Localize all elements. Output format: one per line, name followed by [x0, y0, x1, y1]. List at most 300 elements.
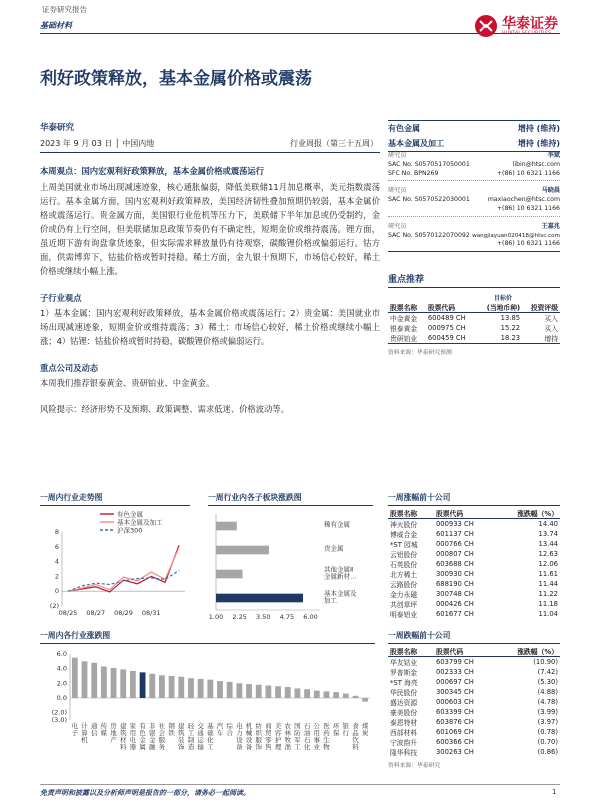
table-row	[388, 599, 560, 609]
rating-row	[388, 120, 560, 134]
category-label: 通	[197, 729, 204, 737]
bar	[216, 522, 237, 531]
category-label: 护	[274, 736, 282, 744]
category-label: 工	[187, 729, 195, 737]
category-label: 炭	[361, 729, 369, 737]
category-label: 铁	[168, 729, 175, 737]
gainers-title: 一周涨幅前十公司	[388, 492, 560, 506]
category-label: 制	[187, 736, 195, 744]
y-tick-label: 6.0	[56, 650, 67, 658]
table-row	[388, 717, 560, 727]
report-kind: 行业周报（第三十五周）	[290, 139, 378, 148]
table-row	[388, 569, 560, 579]
col-header: 股票名称	[390, 304, 418, 312]
gainers-table	[388, 508, 560, 619]
category-label: 建	[178, 722, 185, 730]
logo-mark-icon	[472, 14, 500, 38]
category-label: 轻	[187, 722, 195, 730]
stock-name: 共创草坪	[390, 601, 418, 609]
bar	[101, 666, 107, 698]
category-label: 础	[207, 729, 214, 737]
stock-name: *ST 园城	[390, 541, 418, 549]
bar	[120, 669, 126, 698]
category-label: 运	[197, 736, 204, 744]
category-label: 贵金属	[324, 544, 344, 553]
target-price: 15.22	[500, 324, 521, 332]
bar	[91, 663, 97, 698]
x-tick-label: 08/25	[58, 609, 78, 617]
category-label: 加工	[324, 596, 337, 605]
change-value: 11.61	[538, 570, 558, 578]
change-value: 13.44	[538, 540, 558, 548]
rating: 增持	[544, 335, 558, 343]
stock-name: 华民股份	[390, 689, 418, 697]
table-row	[388, 697, 560, 707]
analyst-email: maxiaochen@htsc.com	[487, 196, 560, 204]
y-tick-label: 4	[54, 557, 59, 566]
y-tick-label: 8	[54, 528, 59, 536]
category-label: 用	[313, 729, 321, 737]
category-label: 媒	[100, 729, 108, 737]
sub-industry-heading: 子行业观点	[40, 293, 82, 303]
stock-code: 603688 CH	[435, 560, 474, 568]
y-tick-label: 4.0	[56, 664, 67, 673]
report-type-label: 证券研究报告	[42, 5, 87, 14]
bar	[236, 683, 242, 698]
analyst-sac: SAC No. S0570517050001	[388, 160, 470, 168]
category-label: 金属新材…	[324, 572, 357, 581]
summary-body: 上周美国就业市场出现减速迹象，核心通胀偏弱，降低美联储11月加息概率，美元指数震荡运行。基本金属方面，国内宏观利好政策释放，美国经济韧性叠加预期仍较弱，基本金属价格或震荡运行。贵金属方面，美国银行业危机等压力下，美联储下半年加息或仍受制约，金价或仍有上行空间，但美联储加息政策节奏仍有不确定性，短期金价或维持震荡。锂方面，虽近期下游有询盘拿货迹象，但实际需求释放量仍有待观察，碳酸锂价格或偏弱运行。钴方面，供需博弈下，钴盐价格或暂时持稳。稀土方面，金九银十预期下，市场信心较好，稀土价格或继续小幅上涨。	[40, 182, 380, 276]
stock-name: 神火股份	[390, 521, 418, 529]
stock-name: 云路股份	[390, 581, 418, 589]
col-header: 股票代码	[435, 510, 464, 518]
stock-name: 云铝股份	[390, 551, 418, 559]
category-label: 输	[197, 743, 204, 751]
industry-change-chart	[40, 630, 375, 778]
change-value: (0.70)	[537, 738, 558, 746]
page-number: 1	[552, 788, 557, 796]
losers-block	[388, 630, 560, 769]
bar	[362, 698, 368, 702]
bar	[188, 678, 194, 698]
category-label: 造	[187, 743, 195, 751]
stock-code: 300345 CH	[435, 688, 474, 696]
bar	[130, 671, 136, 698]
bar	[149, 674, 155, 698]
category-label: 煤	[361, 722, 369, 730]
x-tick-label: 08/31	[141, 609, 161, 617]
category-label: 工	[294, 743, 301, 751]
x-tick-label: 2.25	[232, 613, 247, 621]
summary-heading: 本周观点：国内宏观利好政策释放，基本金属价格或震荡运行	[40, 166, 265, 176]
bar	[159, 675, 165, 698]
category-label: 林	[284, 729, 291, 737]
bar	[227, 682, 233, 698]
category-label: 环	[332, 722, 340, 730]
bar	[285, 687, 291, 698]
legend-label: 基本金属及加工	[117, 518, 163, 527]
category-label: 织	[255, 729, 262, 737]
stock-code: 601137 CH	[435, 530, 474, 538]
huatai-logo	[472, 12, 562, 42]
category-label: 建	[119, 722, 127, 730]
analyst-phone: +(86) 10 6321 1166	[496, 240, 560, 248]
change-value: (0.78)	[537, 728, 558, 736]
category-label: 物	[323, 743, 330, 751]
analyst-role: 研究员	[388, 152, 407, 159]
category-label: 械	[245, 729, 253, 737]
change-value: 11.18	[538, 600, 558, 608]
bar	[169, 676, 175, 698]
stock-name: 罗普斯金	[390, 669, 418, 677]
rating-sector: 有色金属	[388, 124, 420, 133]
bar	[140, 672, 146, 698]
category-label: 用	[129, 729, 137, 737]
category-label: 电	[129, 736, 137, 744]
bar	[217, 681, 223, 698]
category-label: 保	[332, 729, 340, 737]
industry-label: 基础材料	[40, 21, 72, 30]
stock-name: 博威合金	[390, 531, 418, 539]
category-label: 药	[323, 729, 330, 737]
rating-value: 增持 (维持)	[517, 139, 560, 148]
analyst-role: 研究员	[388, 222, 407, 230]
table-row	[388, 727, 560, 737]
change-value: (4.78)	[537, 698, 558, 706]
analysts-block	[388, 150, 560, 252]
rating-value: 增持 (维持)	[517, 124, 560, 133]
table-row	[388, 747, 560, 757]
category-label: 基	[207, 722, 214, 730]
category-label: 料	[352, 743, 359, 751]
source-note: 资料来源：华泰研究	[388, 763, 441, 769]
category-label: 地	[110, 729, 117, 737]
category-label: 牧	[284, 736, 291, 744]
analyst-card	[388, 181, 560, 216]
table-row	[388, 677, 560, 687]
stock-code: 688190 CH	[435, 580, 474, 588]
category-label: 设	[245, 736, 253, 744]
report-date: 2023 年 9 月 03 日 │ 中国内地	[40, 139, 155, 148]
stock-name: 泰恩特材	[390, 719, 418, 727]
category-label: 生	[323, 736, 330, 744]
logo-text-en: HUATAI SECURITIES	[502, 31, 552, 36]
subsector-chart	[208, 492, 373, 630]
category-label: 事	[313, 736, 321, 744]
legend-label: 有色金属	[117, 510, 143, 519]
chart-title: 一周内行业走势图	[40, 492, 190, 506]
category-label: 材	[119, 736, 127, 744]
table-row	[388, 539, 560, 549]
category-label: 色	[139, 729, 146, 737]
category-label: 信	[90, 729, 98, 737]
stock-name: *ST 海亮	[390, 679, 418, 687]
analyst-phone: +(86) 10 6321 1166	[496, 169, 560, 177]
category-label: 美	[274, 722, 282, 730]
category-label: 银	[149, 729, 156, 737]
category-label: 通	[90, 722, 98, 730]
change-value: 14.40	[538, 520, 558, 528]
change-value: 11.04	[538, 610, 558, 618]
category-label: 钢	[168, 722, 175, 730]
stock-name: 石英股份	[390, 561, 418, 569]
category-label: 房	[110, 722, 117, 730]
category-label: 子	[71, 729, 79, 737]
vertical-bar-chart	[40, 648, 375, 778]
change-value: (3.97)	[537, 718, 558, 726]
sub-industry-body: 1）基本金属：国内宏观利好政策释放，基本金属价格或震荡运行；2）贵金属：美国就业市场出现减速迹象，短期金价或维持震荡；3）稀土：市场信心较好，稀土价格或继续小幅上涨；4）钴锂：钴盐价格或暂时持稳，碳酸锂价格或偏弱运行。	[40, 308, 380, 346]
focus-heading: 重点公司及动态	[40, 363, 99, 373]
category-label: 基本金属及	[324, 589, 357, 598]
change-value: 11.44	[538, 580, 558, 588]
x-tick-label: 3.50	[256, 613, 271, 621]
table-row	[388, 657, 560, 668]
analyst-email: wangjiayuan020418@htsc.com	[472, 232, 560, 239]
analyst-name: 王嘉兆	[541, 222, 560, 230]
stock-code: 000697 CH	[435, 678, 474, 686]
category-label: 融	[149, 743, 156, 751]
category-label: 机	[81, 736, 88, 744]
category-label: 料	[119, 743, 127, 751]
category-label: 理	[274, 743, 282, 751]
target-price-label: 目标价	[493, 295, 512, 302]
category-label: 国	[294, 722, 301, 730]
category-label: 行	[342, 729, 350, 737]
table-row	[388, 323, 560, 333]
bar	[198, 679, 204, 698]
ratings-box	[388, 120, 560, 152]
bar	[256, 685, 262, 698]
bar	[314, 691, 320, 698]
table-row	[388, 549, 560, 559]
bar	[295, 688, 301, 698]
category-label: 金	[139, 736, 146, 744]
category-label: 服	[158, 736, 166, 744]
rating-sector: 基本金属及加工	[388, 139, 444, 148]
change-value: 11.22	[538, 590, 558, 598]
bar	[216, 570, 242, 579]
bar	[216, 546, 269, 555]
category-label: 设	[236, 736, 243, 744]
y-tick-label: 0.0	[56, 694, 67, 702]
bar	[207, 680, 213, 698]
category-label: 纺	[255, 722, 262, 730]
analyst-card	[388, 217, 560, 252]
stock-code: 000426 CH	[435, 600, 474, 608]
target-price: 18.23	[500, 334, 521, 342]
stock-name: 金力永磁	[390, 591, 418, 599]
y-tick-label: (2.0)	[51, 708, 67, 717]
category-label: 其他金属Ⅱ	[324, 565, 354, 574]
horizontal-bar-chart	[208, 510, 373, 630]
stock-name: 宁波韵升	[390, 739, 418, 747]
category-label: 车	[216, 729, 224, 737]
category-label: 备	[236, 743, 243, 751]
col-header: 股票名称	[390, 648, 418, 656]
category-label: 算	[81, 729, 88, 737]
category-label: 贸	[265, 729, 272, 737]
stock-name: 中金黄金	[390, 315, 418, 323]
stock-code: 300930 CH	[435, 570, 474, 578]
category-label: 器	[129, 743, 137, 751]
stock-code: 601069 CH	[435, 728, 474, 736]
analyst-role: 研究员	[388, 187, 407, 195]
series-line	[68, 548, 179, 592]
y-tick-label: 2.0	[56, 679, 67, 688]
bar	[111, 668, 117, 698]
category-label: 服	[255, 736, 262, 744]
category-label: 社	[158, 722, 166, 730]
category-label: 零	[265, 736, 272, 744]
stock-name: 北方稀土	[390, 571, 418, 579]
stock-name: 贵研铂业	[390, 335, 418, 343]
y-tick-label: 2	[54, 572, 59, 581]
category-label: 电	[236, 722, 243, 730]
stock-name: 银泰黄金	[390, 325, 418, 333]
recommend-block	[388, 272, 560, 356]
legend-label: 沪深300	[117, 526, 143, 535]
bar	[178, 677, 184, 698]
bar	[216, 594, 303, 603]
bar	[324, 691, 330, 698]
category-label: 属	[139, 743, 146, 751]
stock-code: 300263 CH	[435, 748, 474, 756]
category-label: 会	[158, 729, 166, 737]
table-row	[388, 313, 560, 324]
disclaimer: 免责声明和披露以及分析师声明是报告的一部分，请务必一起阅读。	[40, 789, 250, 797]
change-value: 12.63	[538, 550, 558, 558]
analyst-sac: SAC No. S0570522030001	[388, 196, 470, 204]
x-tick-label: 4.75	[279, 613, 295, 621]
category-label: 备	[245, 743, 253, 751]
bar	[82, 661, 88, 698]
bar	[353, 696, 359, 698]
x-tick-label: 1.00	[208, 613, 224, 621]
category-label: 饰	[178, 743, 185, 751]
stock-code: 000766 CH	[435, 540, 474, 548]
research-firm: 华泰研究	[40, 123, 75, 133]
stock-name: 盛达资源	[390, 699, 418, 707]
stock-code: 603399 CH	[435, 708, 474, 716]
category-label: 饮	[352, 736, 359, 744]
table-row	[388, 707, 560, 717]
change-value: 12.06	[538, 560, 558, 568]
analyst-card	[388, 150, 560, 181]
category-label: 医	[323, 722, 330, 730]
category-label: 公	[313, 722, 321, 730]
source-note: 资料来源：华泰研究预测	[388, 350, 452, 356]
category-label: 传	[100, 722, 108, 730]
category-label: 饰	[255, 743, 262, 751]
table-row	[388, 687, 560, 697]
category-label: 综	[226, 722, 233, 730]
col-header: 投资评级	[530, 304, 558, 312]
report-title: 利好政策释放，基本金属价格或震荡	[40, 69, 312, 89]
category-label: 化	[303, 743, 311, 751]
recommend-table	[388, 302, 560, 344]
stock-code: 000975 CH	[427, 324, 466, 332]
category-label: 筑	[119, 729, 127, 737]
stock-code: 603876 CH	[435, 718, 474, 726]
category-label: 油	[303, 729, 311, 737]
y-tick-label: (3.0)	[51, 716, 67, 724]
category-label: 金	[149, 736, 156, 744]
stock-code: 600489 CH	[427, 314, 466, 322]
line-chart	[40, 510, 190, 620]
category-label: 食	[352, 722, 359, 730]
category-label: 容	[274, 729, 282, 737]
stock-code: 000603 CH	[435, 698, 474, 706]
category-label: 化	[207, 736, 214, 744]
analyst-sac: SAC No. S0570122070092	[388, 231, 470, 239]
logo-text-cn: 华泰证券	[502, 16, 558, 32]
losers-table	[388, 646, 560, 757]
category-label: 渔	[284, 743, 291, 751]
col-header: (当地币种)	[486, 304, 521, 312]
target-price: 13.85	[500, 314, 521, 322]
category-label: 机	[245, 722, 253, 730]
stock-name: 隆华科技	[390, 749, 418, 757]
losers-title: 一周跌幅前十公司	[388, 630, 560, 644]
stock-code: 600459 CH	[427, 334, 466, 342]
stock-code: 002333 CH	[435, 668, 474, 676]
category-label: 农	[284, 722, 291, 730]
rating: 买入	[544, 325, 558, 333]
analyst-sfc: SFC No. BPN269	[388, 169, 439, 177]
category-label: 装	[178, 736, 185, 744]
stock-code: 601677 CH	[435, 610, 474, 618]
table-row	[388, 579, 560, 589]
change-value: (10.90)	[533, 658, 558, 666]
table-row	[388, 519, 560, 530]
bar	[72, 658, 78, 698]
col-header: 股票代码	[427, 304, 456, 312]
bar	[304, 689, 310, 698]
category-label: 务	[158, 743, 166, 751]
bar	[246, 684, 252, 698]
y-tick-label: 6	[54, 542, 59, 551]
analyst-name: 马晓晨	[541, 187, 560, 195]
change-value: (4.88)	[537, 688, 558, 696]
change-value: (7.42)	[537, 668, 558, 676]
table-row	[388, 737, 560, 747]
change-value: (0.86)	[537, 748, 558, 756]
stock-name: 明泰铝业	[390, 611, 418, 619]
chart-title: 一周内各行业涨跌图	[40, 630, 375, 644]
category-label: 军	[294, 736, 301, 744]
industry-trend-chart	[40, 492, 190, 620]
risk-note: 风险提示：经济形势不及预期、政策调整、需求低迷、价格波动等。	[40, 404, 289, 414]
stock-name: 华友钴业	[390, 659, 418, 667]
table-row	[388, 333, 560, 344]
stock-code: 300748 CH	[435, 590, 474, 598]
rating: 买入	[544, 315, 558, 323]
category-label: 石	[303, 736, 311, 744]
category-label: 筑	[178, 729, 185, 737]
col-header: 涨跌幅（%）	[517, 648, 558, 656]
stock-code: 600366 CH	[435, 738, 474, 746]
category-label: 石	[303, 722, 311, 730]
focus-body: 本周我们推荐银泰黄金、贵研铂业、中金黄金。	[40, 378, 215, 388]
bar	[275, 686, 281, 698]
table-row	[388, 529, 560, 539]
category-label: 商	[265, 722, 272, 730]
stock-name: 西部材料	[390, 729, 418, 737]
y-tick-label: 0	[54, 587, 59, 596]
stock-name: 豪美股份	[390, 709, 418, 717]
category-label: 产	[110, 736, 117, 744]
category-label: 力	[236, 729, 243, 737]
